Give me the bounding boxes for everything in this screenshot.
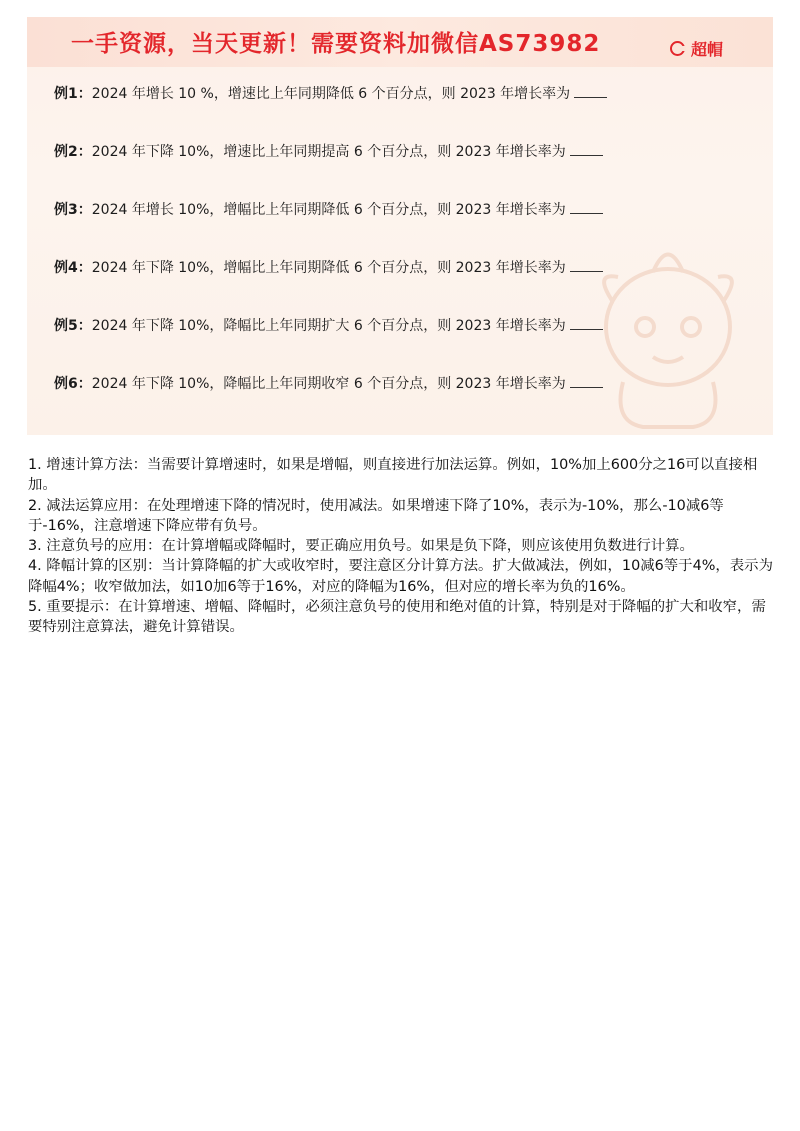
brand [670,37,723,60]
brand-name: 超帽 [690,40,723,59]
answer-blank [570,261,603,272]
answer-blank [570,377,603,388]
example-tag: 例5： [54,318,92,334]
answer-blank [570,145,603,156]
slide-image [27,17,773,435]
note-item: 5. 重要提示：在计算增速、增幅、降幅时，必须注意负号的使用和绝对值的计算，特别是对于降幅的扩大和收窄，需要特别注意算法，避免计算错误。 [28,599,766,636]
note-item: 4. 降幅计算的区别：当计算降幅的扩大或收窄时，要注意区分计算方法。扩大做减法，例如，10减6等于4%，表示为降幅4%；收窄做加法，如10加6等于16%，对应的降幅为16%，但对应的增长率为负的16%。 [28,558,773,595]
note-item: 1. 增速计算方法：当需要计算增速时，如果是增幅，则直接进行加法运算。例如，10%加上600分之16可以直接相加。 [28,457,758,494]
example-item [54,83,607,103]
example-text: 2024 年下降 10%，增速比上年同期提高 6 个百分点，则 2023 年增长率为 [91,144,566,160]
mascot-illustration [583,232,753,432]
example-text: 2024 年下降 10%，降幅比上年同期收窄 6 个百分点，则 2023 年增长率为 [91,376,566,392]
banner [27,17,773,67]
example-tag: 例4： [54,260,92,276]
example-text: 2024 年增长 10 %，增速比上年同期降低 6 个百分点，则 2023 年增长率为 [91,86,571,102]
note-item: 2. 减法运算应用：在处理增速下降的情况时，使用减法。如果增速下降了10%，表示为-10%，那么-10减6等于-16%，注意增速下降应带有负号。 [28,497,724,534]
answer-blank [570,203,603,214]
example-item [54,315,603,335]
example-item [54,373,603,393]
answer-blank [570,319,603,330]
note-item: 3. 注意负号的应用：在计算增幅或降幅时，要正确应用负号。如果是负下降，则应该使用负数进行计算。 [28,538,694,555]
answer-blank [574,87,607,98]
banner-title: 一手资源，当天更新！需要资料加微信AS73982 [71,31,601,57]
brand-logo-icon [670,41,685,56]
example-text: 2024 年下降 10%，降幅比上年同期扩大 6 个百分点，则 2023 年增长率为 [91,318,566,334]
example-tag: 例6： [54,376,92,392]
example-tag: 例2： [54,144,92,160]
example-item [54,257,603,277]
example-tag: 例1： [54,86,92,102]
example-text: 2024 年增长 10%，增幅比上年同期降低 6 个百分点，则 2023 年增长率为 [91,202,566,218]
example-item [54,199,603,219]
example-text: 2024 年下降 10%，增幅比上年同期降低 6 个百分点，则 2023 年增长率为 [91,260,566,276]
example-item [54,141,603,161]
example-tag: 例3： [54,202,92,218]
notes-section [28,455,776,638]
